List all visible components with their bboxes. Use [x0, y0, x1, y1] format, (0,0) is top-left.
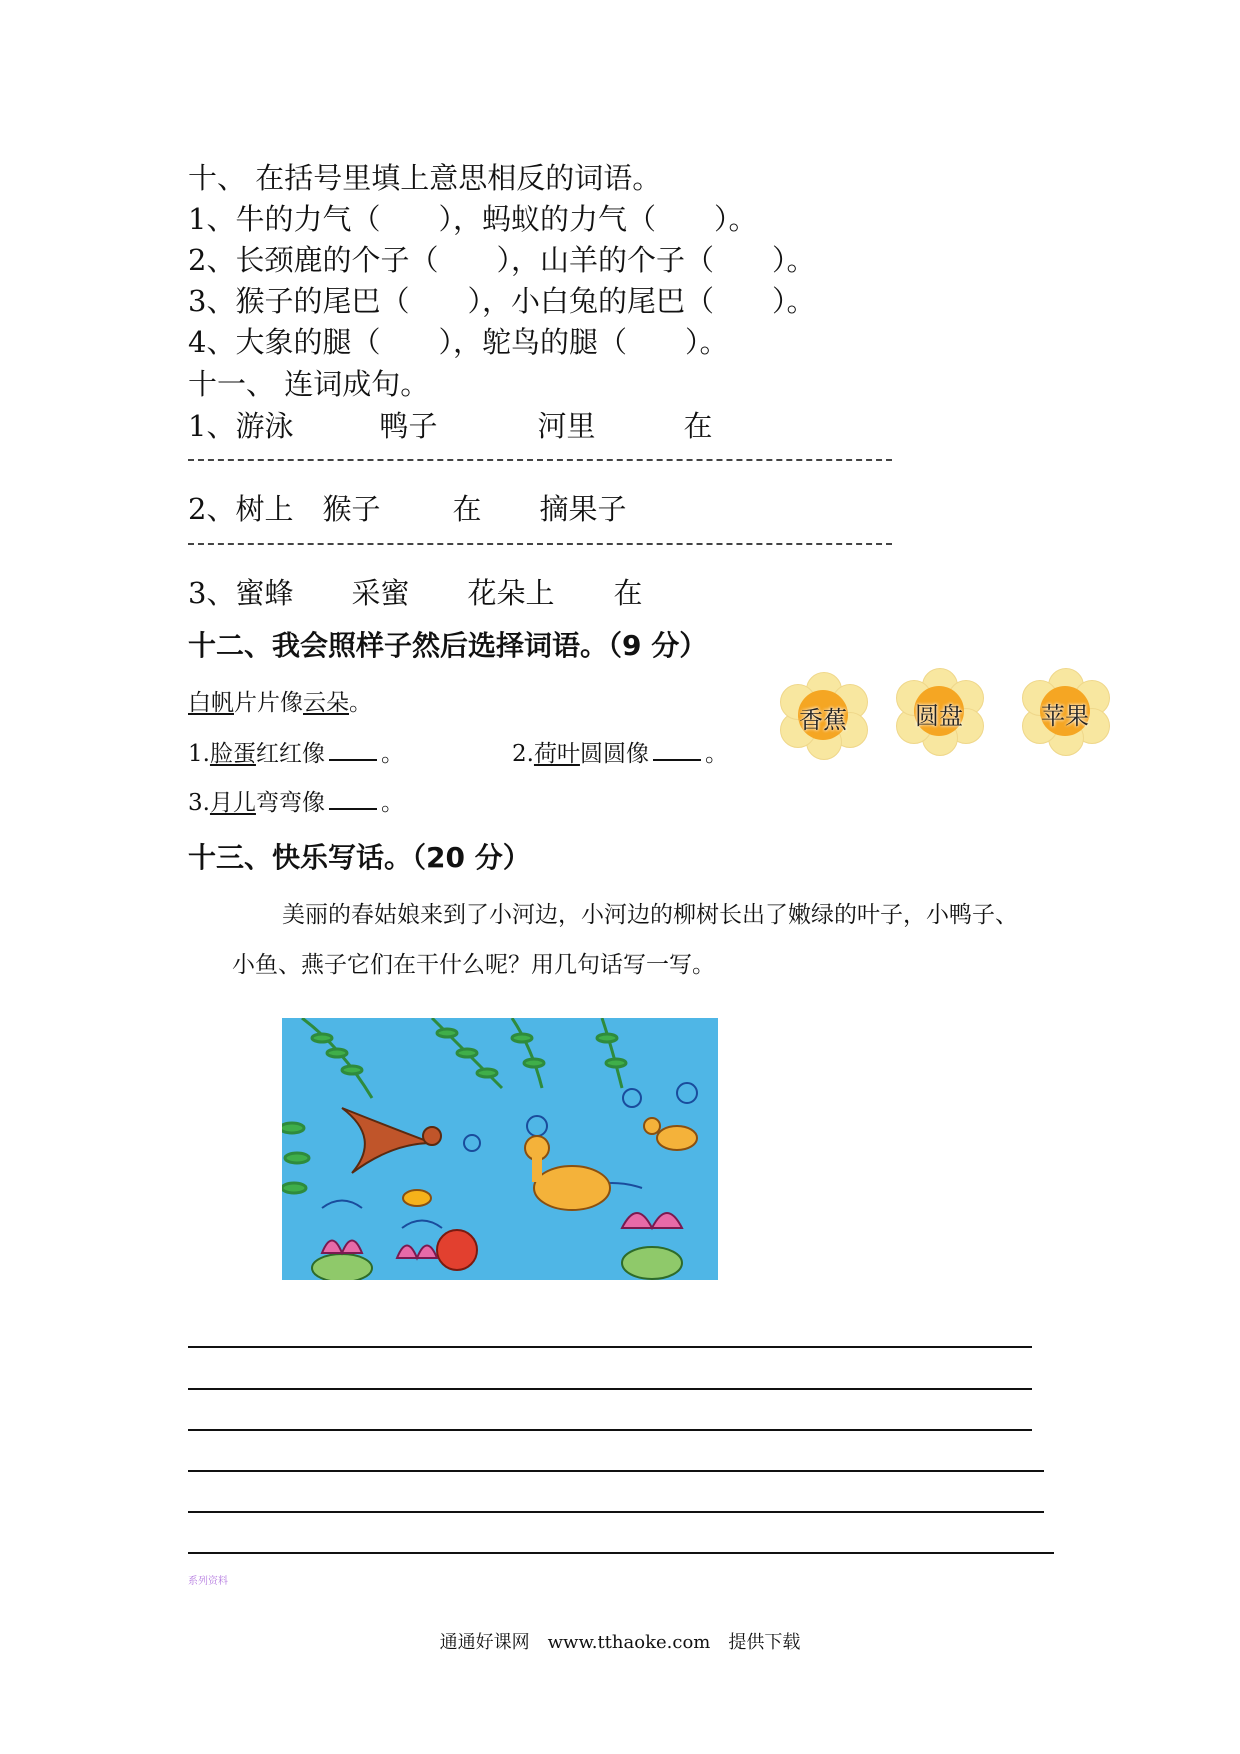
q3-blank[interactable] — [329, 786, 377, 810]
s12-q3 — [188, 784, 404, 817]
s12-example — [188, 684, 372, 717]
writing-line-1[interactable] — [188, 1346, 1032, 1348]
example-answer: 云朵 — [303, 690, 349, 716]
q-subject: 脸蛋 — [209, 741, 256, 767]
choice-label: 香蕉 — [799, 706, 847, 734]
prompt-line-1: 美丽的春姑娘来到了小河边，小河边的柳树长出了嫩绿的叶子，小鸭子、 — [282, 902, 1018, 928]
prompt-line-2: 小鱼、燕子它们在干什么呢？用几句话写一写。 — [232, 952, 715, 978]
s12-q1 — [188, 735, 404, 768]
q-subject: 月儿 — [209, 790, 256, 816]
choice-flower-apple — [1022, 668, 1108, 754]
choice-flower-plate — [896, 668, 982, 754]
q1-blank[interactable] — [329, 737, 377, 761]
s11-q2-num: 2、 — [188, 492, 236, 526]
s11-q2-word: 猴子 — [322, 492, 381, 526]
q-subject: 荷叶 — [533, 741, 580, 767]
s11-q1-word: 鸭子 — [379, 409, 438, 443]
footer-credit: 通通好课网 www.tthaoke.com 提供下载 — [439, 1632, 801, 1653]
choice-flower-banana — [780, 672, 866, 758]
s11-q2-word: 摘果子 — [539, 492, 627, 526]
s11-q3-num: 3、 — [188, 576, 236, 610]
s11-q1 — [188, 404, 712, 445]
q-end: 。 — [380, 741, 404, 767]
q-end: 。 — [704, 741, 728, 767]
q-rest: 弯弯像 — [255, 790, 325, 816]
s11-q3-word: 采蜜 — [351, 576, 410, 610]
example-middle: 片片像 — [234, 690, 303, 716]
writing-line-3[interactable] — [188, 1429, 1032, 1431]
choice-label: 圆盘 — [915, 702, 963, 730]
q-num: 1. — [188, 741, 210, 767]
q-end: 。 — [380, 790, 404, 816]
writing-line-6[interactable] — [188, 1552, 1054, 1554]
s12-q2 — [512, 735, 728, 768]
example-end: 。 — [349, 690, 372, 716]
s11-q2-word: 树上 — [235, 492, 294, 526]
section-12-title: 十二、我会照样子然后选择词语。（9 分） — [188, 629, 708, 662]
choice-label: 苹果 — [1041, 702, 1089, 730]
answer-line-1[interactable] — [188, 459, 892, 461]
section-10-title: 十、 在括号里填上意思相反的词语。 — [188, 161, 662, 195]
s11-q3-word: 花朵上 — [467, 576, 555, 610]
writing-line-2[interactable] — [188, 1388, 1032, 1390]
q2-blank[interactable] — [653, 737, 701, 761]
pond-illustration — [282, 1018, 718, 1280]
s11-q1-num: 1、 — [188, 409, 236, 443]
s10-item-3: 3、猴子的尾巴（ ），小白兔的尾巴（ ）。 — [188, 284, 816, 318]
s11-q3 — [188, 571, 642, 612]
s11-q1-word: 游泳 — [235, 409, 294, 443]
example-subject: 白帆 — [188, 690, 234, 716]
writing-line-5[interactable] — [188, 1511, 1044, 1513]
s10-item-1: 1、牛的力气（ ），蚂蚁的力气（ ）。 — [188, 202, 758, 236]
answer-line-2[interactable] — [188, 543, 892, 545]
section-11-title: 十一、 连词成句。 — [188, 367, 430, 401]
s10-item-2: 2、长颈鹿的个子（ ），山羊的个子（ ）。 — [188, 243, 816, 277]
writing-line-4[interactable] — [188, 1470, 1044, 1472]
s11-q1-word: 在 — [683, 409, 713, 443]
tiny-note: 系列资料 — [188, 1576, 228, 1587]
q-rest: 红红像 — [255, 741, 325, 767]
s10-item-4: 4、大象的腿（ ），鸵鸟的腿（ ）。 — [188, 325, 729, 359]
q-num: 3. — [188, 790, 210, 816]
q-num: 2. — [512, 741, 534, 767]
q-rest: 圆圆像 — [579, 741, 649, 767]
s11-q2 — [188, 487, 626, 528]
s11-q2-word: 在 — [452, 492, 482, 526]
section-13-title: 十三、快乐写话。（20 分） — [188, 841, 531, 874]
s11-q3-word: 蜜蜂 — [235, 576, 294, 610]
s11-q3-word: 在 — [613, 576, 643, 610]
s11-q1-word: 河里 — [537, 409, 596, 443]
